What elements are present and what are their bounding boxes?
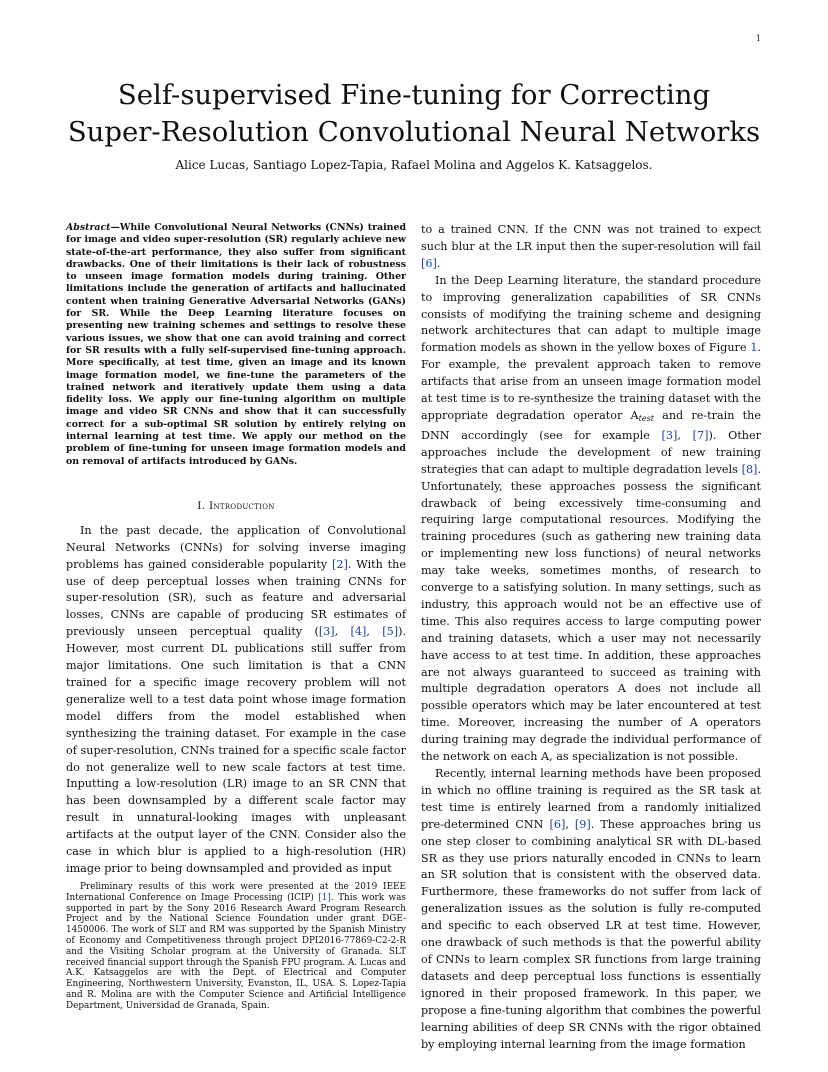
text-run: , [677, 428, 693, 442]
paragraph [66, 523, 406, 878]
text-run: In the past decade, the application of Convolutional Neural Networks (CNNs) for solving inverse imaging problems has gained considerable popularity [66, 523, 406, 571]
figure-link[interactable]: 1 [750, 341, 758, 355]
abstract-text: While Convolutional Neural Networks (CNNs) trained for image and video super-resolution (SR) regularly achieve new state-of-the-art performance, they also suffer from significant drawbacks. One of their limitations is their lack of robustness to unseen image formation models during training. Other limitations include the generation of artifacts and hallucinated content when training Generative Adversarial Networks (GANs) for SR. While the Deep Learning literature focuses on presenting new training schemes and settings to resolve these various issues, we show that one can avoid training and correct for SR results with a fully self-supervised fine-tuning approach. More specifically, at test time, given an image and its known image formation model, we fine-tune the parameters of the trained network and iteratively update them using a data fidelity loss. We apply our fine-tuning algorithm on multiple image and video SR CNNs and show that it can successfully correct for a sub-optimal SR solution by entirely relying on internal learning at test time. We apply our method on the problem of fine-tuning for unseen image formation models and on removal of artifacts introduced by GANs. [66, 222, 406, 467]
text-run: . For example, the prevalent approach taken to remove artifacts that arise from an unseen image formation model at test time is to re-synthesize the training dataset with the appropriate degradation operator A [421, 341, 761, 422]
citation-link[interactable]: [1] [318, 892, 331, 903]
text-run: . [436, 256, 441, 270]
author-list: Alice Lucas, Santiago Lopez-Tapia, Rafael Molina and Aggelos K. Katsaggelos. [175, 158, 653, 172]
footnote [66, 882, 406, 1012]
citation-link[interactable]: [3] [318, 625, 335, 639]
paragraph [421, 766, 761, 1053]
title-line-2: Super-Resolution Convolutional Neural Networks [67, 116, 761, 148]
footnote-text [66, 882, 406, 1012]
text-run: . These approaches bring us one step closer to combining analytical SR with DL-based SR as they use priors naturally encoded in CNNs to learn an SR solution that is consistent with the observed data. Furthermore, these frameworks do not suffer from lack of generalization issues as the solution is fully re-computed and specific to each observed LR at test time. However, one drawback of such methods is that the powerful ability of CNNs to learn complex SR functions from large training datasets and deep perceptual loss functions is essentially ignored in their proposed framework. In this paper, we propose a fine-tuning algorithm that combines the powerful learning abilities of deep SR CNNs with the rigor obtained by employing internal learning from the image formation [421, 817, 761, 1051]
citation-link[interactable]: [8] [741, 462, 758, 476]
citation-link[interactable]: [6] [549, 817, 566, 831]
text-run: ). Other approaches include the development of new training strategies that can adapt to multiple degradation levels [421, 428, 761, 476]
text-run: . This work was supported in part by the Sony 2016 Research Award Program Research Project and by the National Science Foundation under grant DGE-1450006. The work of SLT and RM was supported by the Spanish Ministry of Economy and Competitiveness through project DPI2016-77869-C2-2-R and the Visiting Scholar program at the University of Granada. SLT received financial support through the Spanish FPU program. A. Lucas and A.K. Katsaggelos are with the Dept. of Electrical and Computer Engineering, Northwestern University, Evanston, IL, USA. S. Lopez-Tapia and R. Molina are with the Computer Science and Artificial Intelligence Department, Universidad de Granada, Spain. [66, 892, 406, 1011]
text-run: , [334, 625, 351, 639]
left-column [66, 222, 406, 878]
abstract-label: Abstract— [66, 222, 120, 233]
citation-link[interactable]: [3] [661, 428, 678, 442]
text-run: , [366, 625, 383, 639]
paragraph [421, 273, 761, 766]
right-column [421, 222, 761, 1053]
text-run: to a trained CNN. If the CNN was not trained to expect such blur at the LR input then the super-resolution will fail [421, 223, 761, 253]
text-run: , [565, 817, 575, 831]
paper-title [0, 77, 828, 151]
text-run: ). However, most current DL publications still suffer from major limitations. One such limitation is that a CNN trained for a specific image recovery problem will not generalize well to a test data point whose image formation model differs from the model established when synthesizing the training dataset. For example in the case of super-resolution, CNNs trained for a specific scale factor do not generalize well to new scale factors at test time. Inputting a low-resolution (LR) image to an SR CNN that has been downsampled by a different scale factor may result in unnatural-looking images with unpleasant artifacts at the output layer of the CNN. Consider also the case in which blur is applied to a high-resolution (HR) image prior to being downsampled and provided as input [66, 625, 406, 875]
page-number: 1 [755, 34, 761, 43]
text-run: . Unfortunately, these approaches possess the significant drawback of being excessively time-consuming and requiring large computational resources. Modifying the training procedures (such as gathering new training data or implementing new loss functions) of neural networks may take weeks, sometimes months, of research to converge to a satisfying solution. In many settings, such as industry, this approach would not be an effective use of time. This also requires access to large computing power and training datasets, which a user may not necessarily have access to at test time. In addition, these approaches are not always guaranteed to succeed as training with multiple degradation operators A does not include all possible operators which may be later encountered at test time. Moreover, increasing the number of A operators during training may degrade the individual performance of the network on each A, as specialization is not possible. [421, 462, 761, 764]
text-run: In the Deep Learning literature, the standard procedure to improving generalization capabilities of SR CNNs consists of modifying the training scheme and designing network architectures that can adapt to multiple image formation models as shown in the yellow boxes of Figure [421, 273, 761, 355]
paragraph [421, 222, 761, 273]
subscript: test [638, 413, 654, 423]
section-heading: I. Introduction [197, 499, 275, 512]
text-run: and re-train the DNN accordingly (see for example [421, 408, 762, 442]
text-run: . With the use of deep perceptual losses when training CNNs for super-resolution (SR), such as feature and adversarial losses, CNNs are capable of producing SR estimates of previously unseen perceptual quality ( [66, 557, 406, 639]
citation-link[interactable]: [7] [692, 428, 709, 442]
abstract [66, 222, 406, 468]
citation-link[interactable]: [5] [382, 625, 399, 639]
title-line-1: Self-supervised Fine-tuning for Correcting [117, 79, 711, 111]
text-run: Recently, internal learning methods have been proposed in which no offline training is required as the SR task at test time is entirely learned from a randomly initialized pre-determined CNN [421, 767, 761, 831]
citation-link[interactable]: [2] [332, 557, 348, 571]
text-run: Preliminary results of this work were presented at the 2019 IEEE International Conference on Image Processing (ICIP) [66, 882, 406, 903]
citation-link[interactable]: [4] [350, 625, 367, 639]
citation-link[interactable]: [6] [421, 256, 437, 270]
citation-link[interactable]: [9] [574, 817, 591, 831]
